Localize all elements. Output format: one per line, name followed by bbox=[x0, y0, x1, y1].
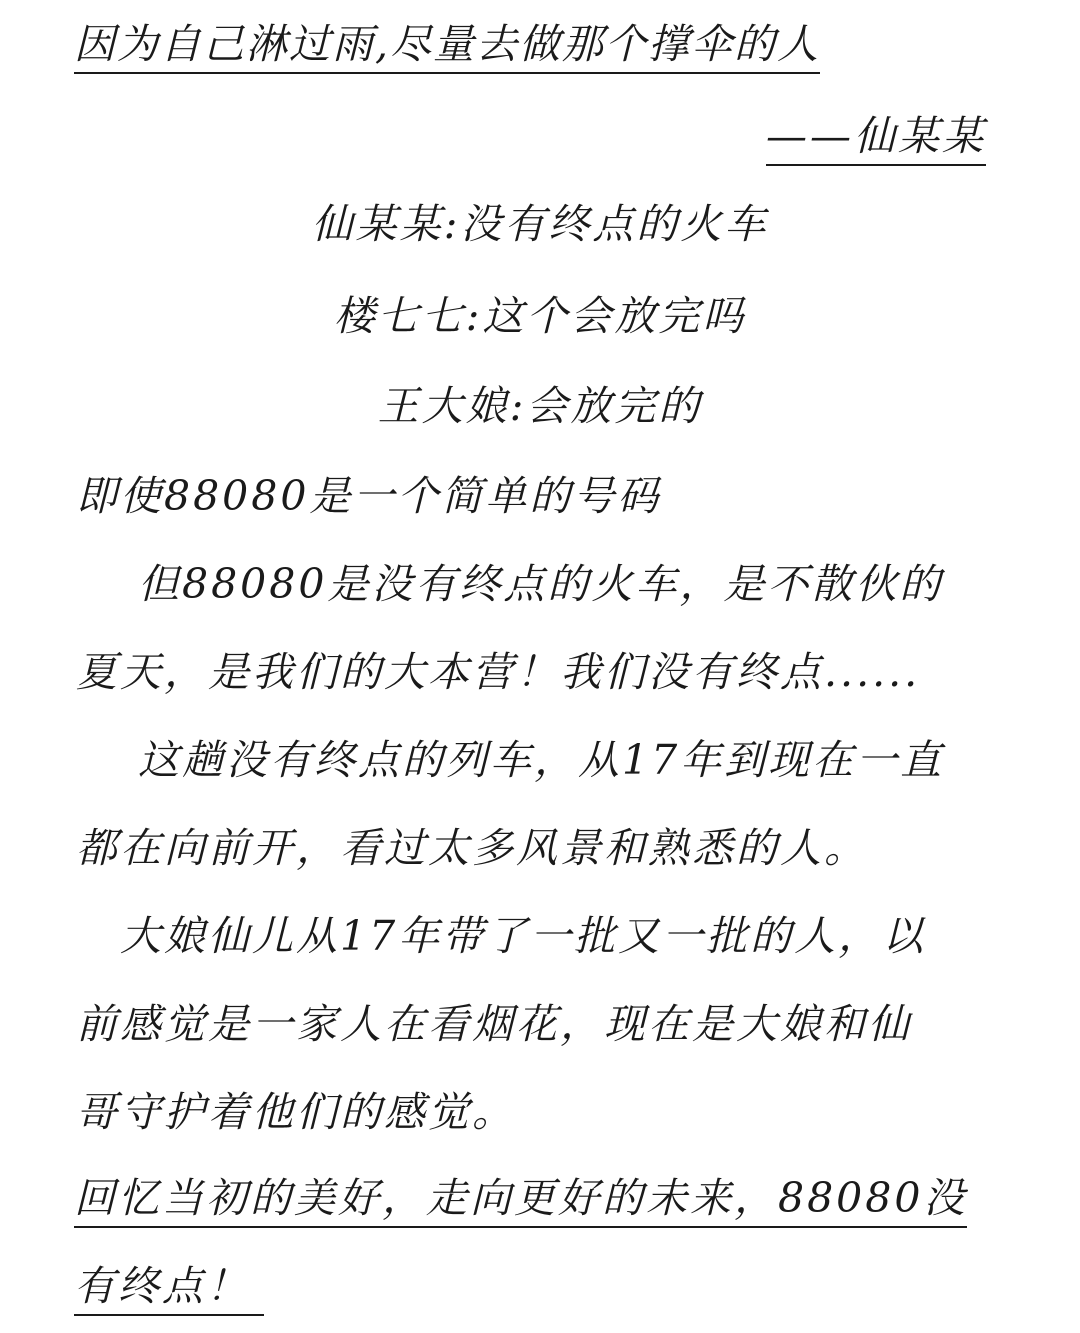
paragraph-4-line-2: 前感觉是一家人在看烟花，现在是大娘和仙 bbox=[76, 1000, 912, 1048]
paragraph-4-line-3: 哥守护着他们的感觉。 bbox=[76, 1088, 516, 1136]
dialogue-line-2: 楼七七:这个会放完吗 bbox=[333, 292, 747, 340]
quote-attribution: ——仙某某 bbox=[766, 110, 986, 166]
dialogue-line-3: 王大娘:会放完的 bbox=[377, 382, 703, 430]
closing-line-2: 有终点！ bbox=[74, 1260, 264, 1316]
dialogue-line-1: 仙某某:没有终点的火车 bbox=[311, 200, 769, 248]
paragraph-3-line-1: 这趟没有终点的列车，从17年到现在一直 bbox=[138, 736, 945, 784]
paragraph-2-line-1: 但88080是没有终点的火车，是不散伙的 bbox=[138, 560, 944, 608]
paragraph-4-line-1: 大娘仙儿从17年带了一批又一批的人，以 bbox=[120, 912, 927, 960]
opening-quote: 因为自己淋过雨,尽量去做那个撑伞的人 bbox=[74, 18, 820, 74]
paragraph-3-line-2: 都在向前开，看过太多风景和熟悉的人。 bbox=[76, 824, 868, 872]
paragraph-2-line-2: 夏天，是我们的大本营！我们没有终点...... bbox=[76, 648, 921, 696]
paragraph-1: 即使88080是一个简单的号码 bbox=[76, 472, 662, 520]
closing-line-1: 回忆当初的美好，走向更好的未来，88080没 bbox=[74, 1172, 967, 1228]
